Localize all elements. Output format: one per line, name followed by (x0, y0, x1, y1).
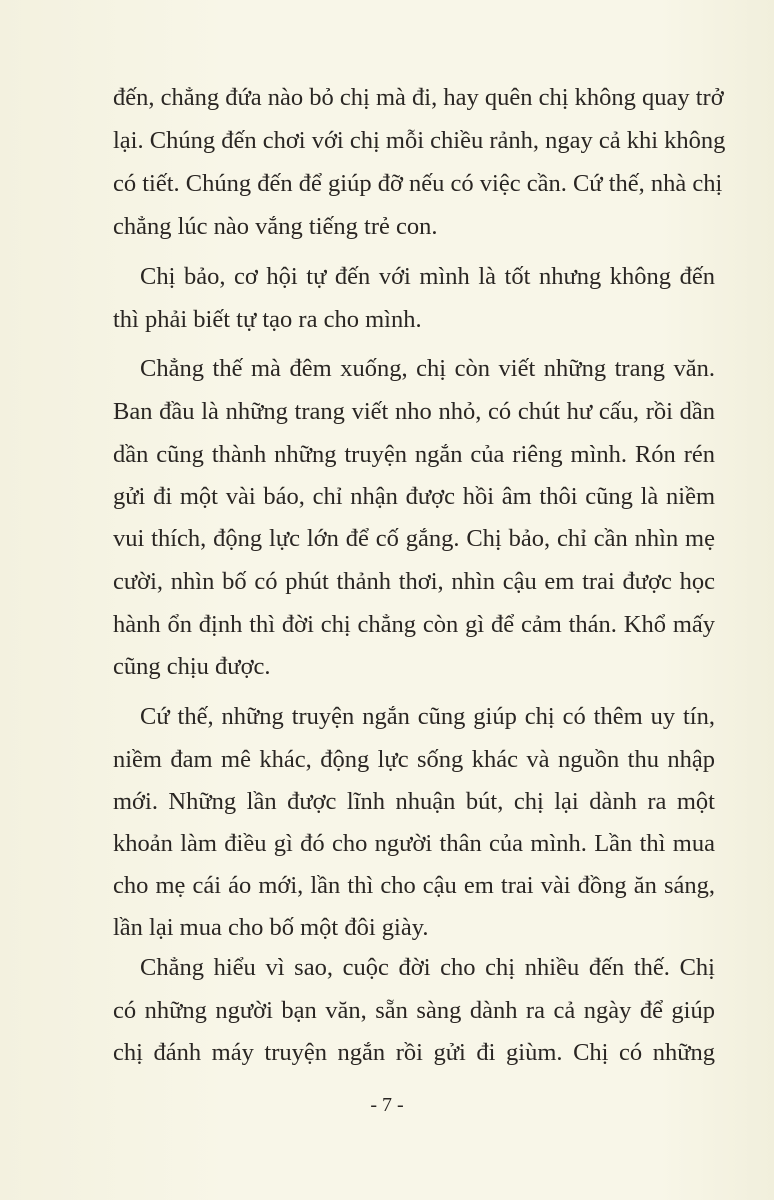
page-number: - 7 - (370, 1094, 404, 1116)
text-line: hành ổn định thì đời chị chẳng còn gì để cảm thán. Khổ mấy (113, 611, 715, 638)
text-line: thì phải biết tự tạo ra cho mình. (113, 306, 422, 333)
text-line: vui thích, động lực lớn để cố gắng. Chị bảo, chỉ cần nhìn mẹ (113, 525, 715, 552)
text-line: cũng chịu được. (113, 653, 271, 680)
text-line: dần cũng thành những truyện ngắn của riêng mình. Rón rén (113, 441, 715, 468)
text-line: Chẳng hiểu vì sao, cuộc đời cho chị nhiều đến thế. Chị (140, 954, 715, 981)
text-line: Cứ thế, những truyện ngắn cũng giúp chị có thêm uy tín, (140, 703, 715, 730)
text-line: lần lại mua cho bố một đôi giày. (113, 914, 429, 941)
text-line: Ban đầu là những trang viết nho nhỏ, có chút hư cấu, rồi dần (113, 398, 715, 425)
text-line: có tiết. Chúng đến để giúp đỡ nếu có việc cần. Cứ thế, nhà chị (113, 170, 723, 197)
text-line: niềm đam mê khác, động lực sống khác và nguồn thu nhập (113, 746, 715, 773)
text-line: đến, chẳng đứa nào bỏ chị mà đi, hay quên chị không quay trở (113, 84, 724, 111)
text-line: chị đánh máy truyện ngắn rồi gửi đi giùm. Chị có những (113, 1039, 715, 1066)
text-line: lại. Chúng đến chơi với chị mỗi chiều rảnh, ngay cả khi không (113, 127, 726, 154)
text-line: chẳng lúc nào vắng tiếng trẻ con. (113, 213, 438, 240)
text-line: cười, nhìn bố có phút thảnh thơi, nhìn cậu em trai được học (113, 568, 715, 595)
text-line: khoản làm điều gì đó cho người thân của mình. Lần thì mua (113, 830, 715, 857)
text-line: Chẳng thế mà đêm xuống, chị còn viết những trang văn. (140, 355, 715, 382)
text-line: có những người bạn văn, sẵn sàng dành ra cả ngày để giúp (113, 997, 715, 1024)
text-line: cho mẹ cái áo mới, lần thì cho cậu em trai vài đồng ăn sáng, (113, 872, 715, 899)
text-line: mới. Những lần được lĩnh nhuận bút, chị lại dành ra một (113, 788, 715, 815)
text-line: Chị bảo, cơ hội tự đến với mình là tốt nhưng không đến (140, 263, 715, 290)
text-line: gửi đi một vài báo, chỉ nhận được hồi âm thôi cũng là niềm (113, 483, 715, 510)
